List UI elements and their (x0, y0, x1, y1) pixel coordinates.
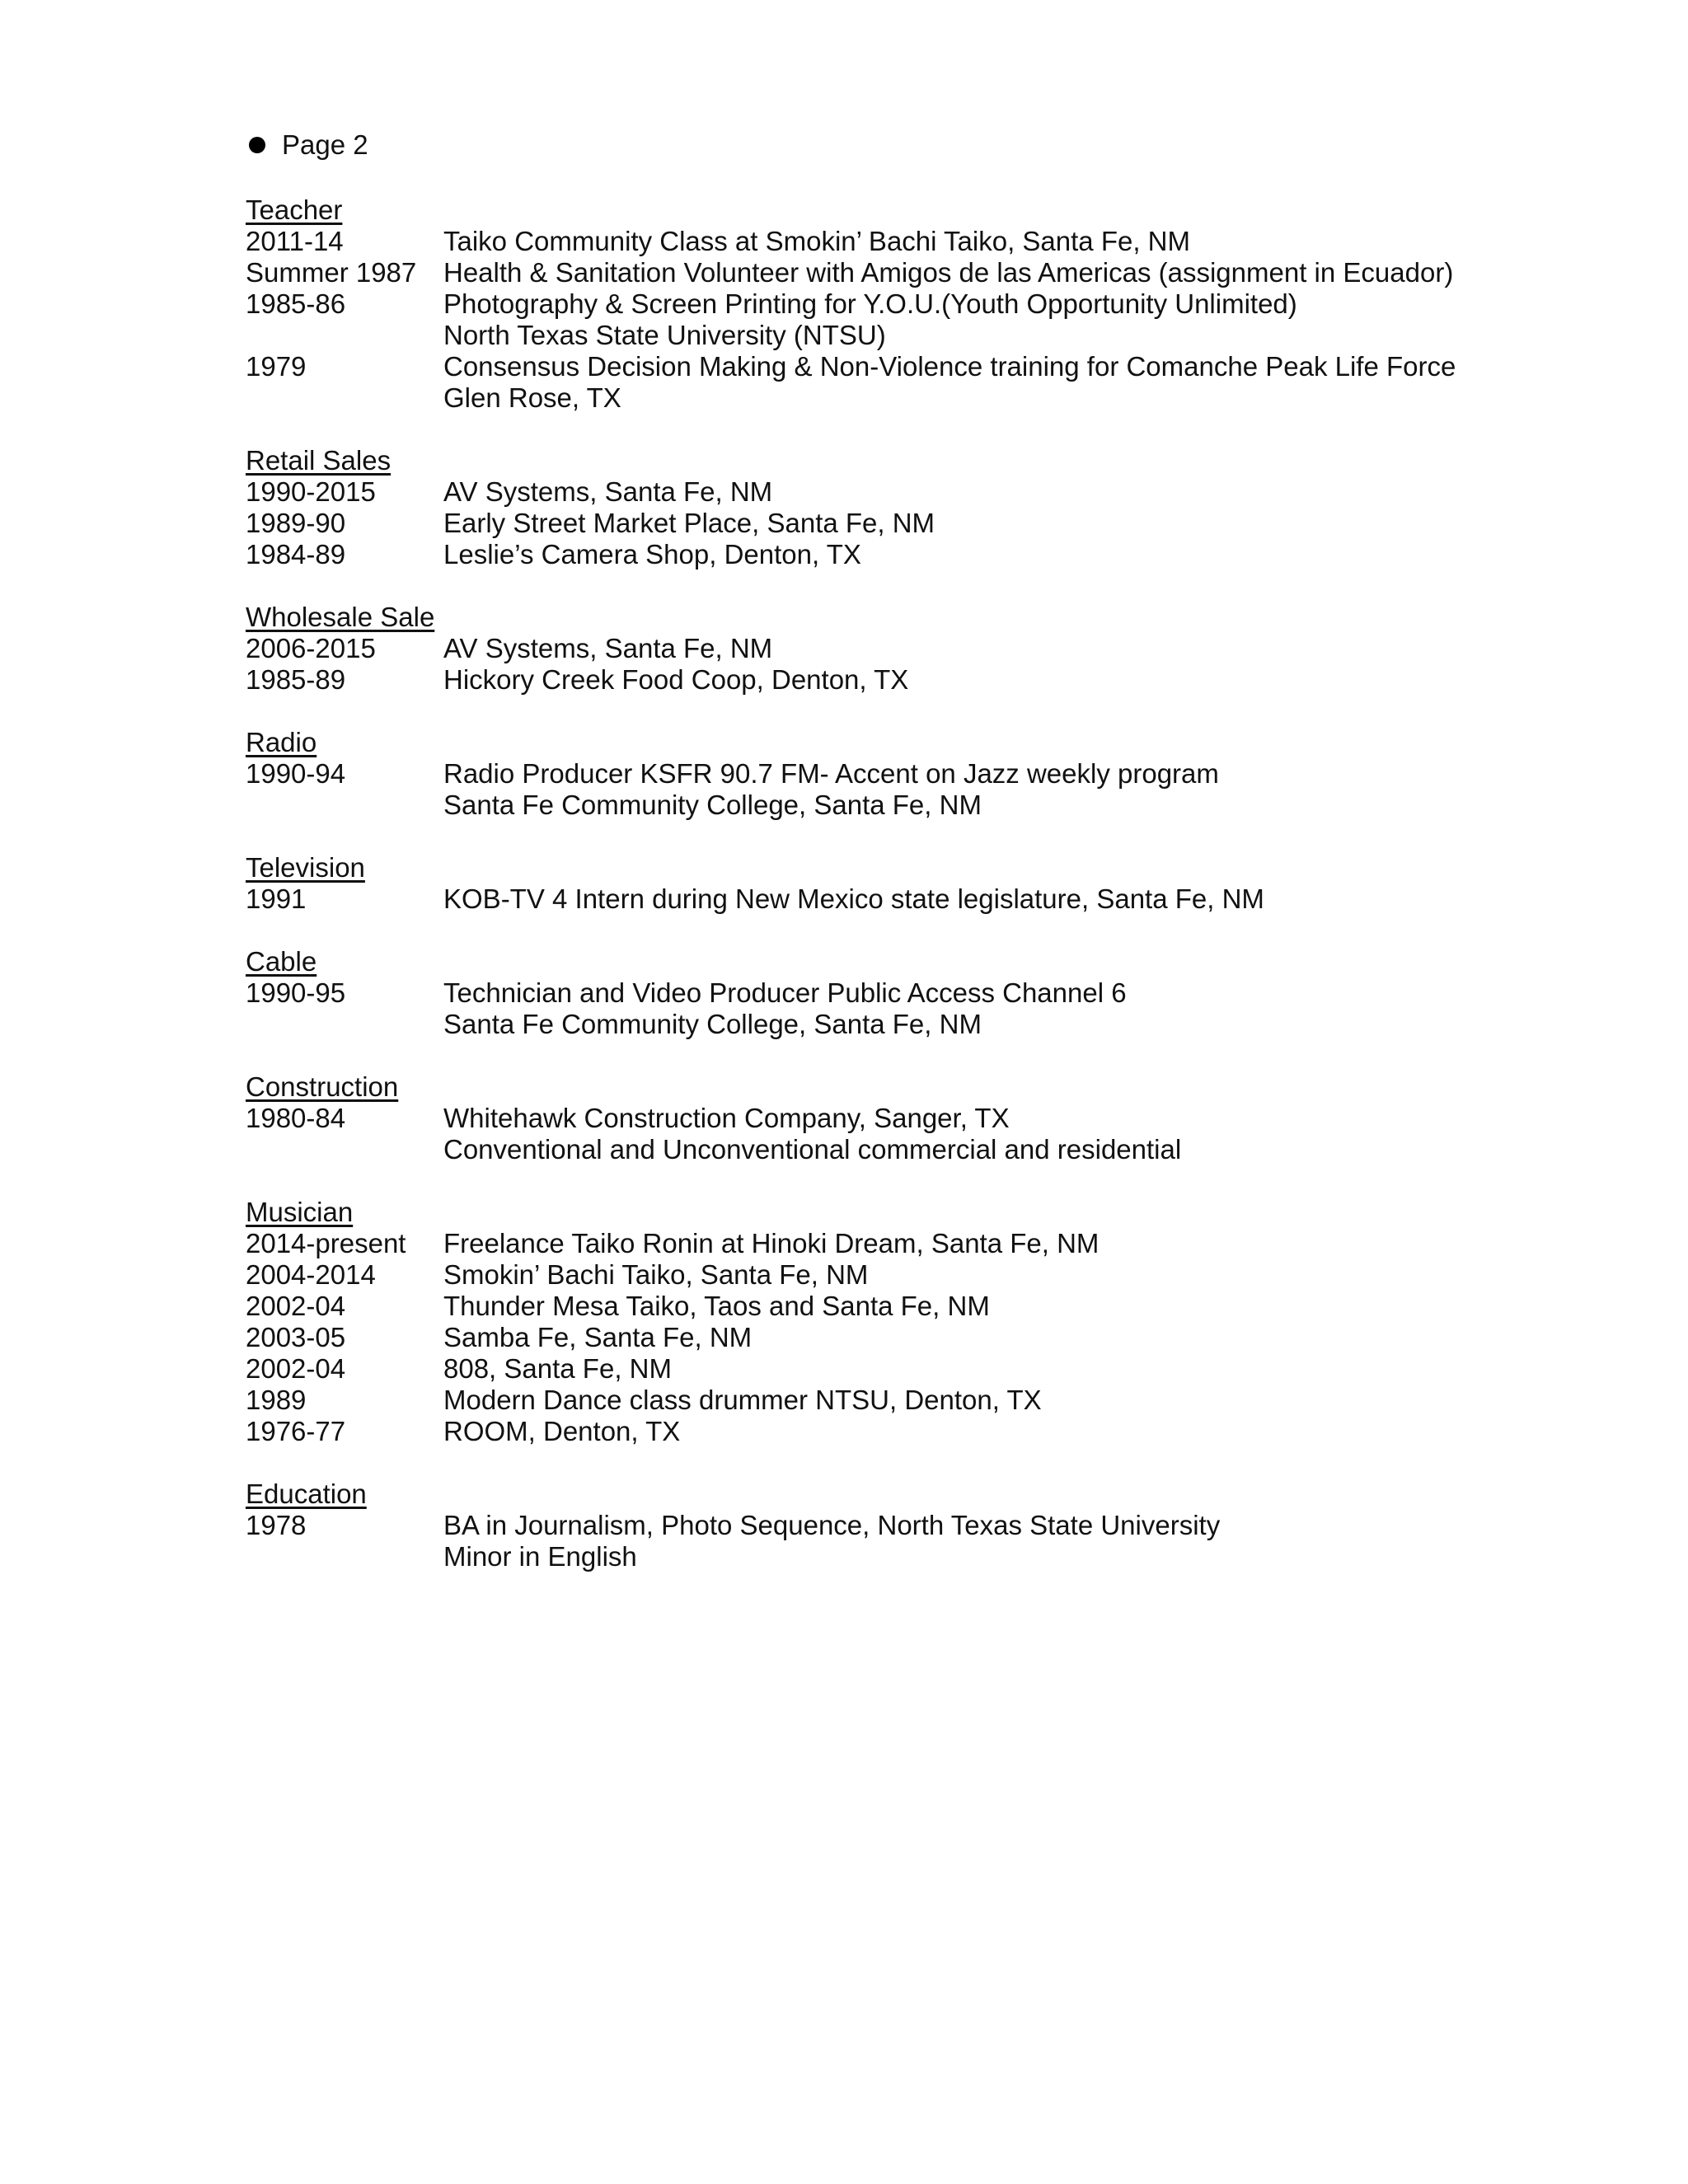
entry-description-line: BA in Journalism, Photo Sequence, North Texas State University (443, 1510, 1221, 1540)
entry-row (246, 883, 1564, 915)
section-title: Musician (246, 1197, 354, 1227)
entry-description (443, 257, 1453, 288)
page-header (246, 129, 368, 162)
entry-row (246, 977, 1564, 1040)
entry-description (443, 758, 1219, 821)
entry-description (443, 1510, 1220, 1572)
resume-section (246, 727, 1564, 821)
entry-description-line: ROOM, Denton, TX (443, 1416, 681, 1446)
entry-description-line: Samba Fe, Santa Fe, NM (443, 1322, 753, 1352)
section-title: Cable (246, 946, 317, 977)
section-title: Wholesale Sale (246, 602, 435, 632)
entry-description (443, 226, 1190, 257)
entry-description (443, 664, 908, 696)
entry-description-line: Hickory Creek Food Coop, Denton, TX (443, 664, 909, 695)
entry-description (443, 1322, 752, 1353)
entry-description-line: Health & Sanitation Volunteer with Amigos de las Americas (assignment in Ecuador) (443, 257, 1454, 288)
entry-date: 1990-95 (246, 977, 346, 1008)
entry-row (246, 1385, 1564, 1416)
section-title: Construction (246, 1071, 399, 1102)
entry-row (246, 664, 1564, 696)
section-title: Television (246, 852, 365, 883)
resume-section (246, 1479, 1564, 1572)
entry-date: 2014-present (246, 1228, 406, 1258)
entry-row (246, 633, 1564, 664)
entry-date: 2003-05 (246, 1322, 346, 1352)
entry-row (246, 257, 1564, 288)
entry-date: Summer 1987 (246, 257, 417, 288)
entry-date: 2004-2014 (246, 1259, 376, 1290)
bullet-icon (249, 137, 265, 153)
entry-date: 1985-86 (246, 288, 346, 319)
entry-description (443, 508, 935, 539)
section-title: Retail Sales (246, 445, 392, 476)
resume-section (246, 946, 1564, 1040)
entry-row (246, 758, 1564, 821)
entry-description-line: Modern Dance class drummer NTSU, Denton, TX (443, 1385, 1042, 1415)
section-title: Teacher (246, 194, 343, 225)
resume-section (246, 602, 1564, 696)
entry-description-line: Freelance Taiko Ronin at Hinoki Dream, Santa Fe, NM (443, 1228, 1100, 1258)
entry-description (443, 1353, 672, 1385)
entry-date: 1989-90 (246, 508, 346, 538)
entry-description (443, 1259, 868, 1291)
entry-row (246, 1353, 1564, 1385)
entry-row (246, 1259, 1564, 1291)
entry-description-line: AV Systems, Santa Fe, NM (443, 633, 773, 663)
entry-row (246, 288, 1564, 351)
entry-date: 1989 (246, 1385, 307, 1415)
entry-date: 1978 (246, 1510, 307, 1540)
entry-date: 1990-94 (246, 758, 346, 789)
entry-date: 1990-2015 (246, 476, 376, 507)
entry-row (246, 1228, 1564, 1259)
entry-date: 2011-14 (246, 226, 344, 256)
entry-description (443, 1416, 680, 1447)
entry-description (443, 1291, 990, 1322)
resume-section (246, 194, 1564, 414)
entry-row (246, 1291, 1564, 1322)
entry-date: 1976-77 (246, 1416, 346, 1446)
entry-description-line: Santa Fe Community College, Santa Fe, NM (443, 790, 982, 820)
entry-date: 1991 (246, 883, 307, 914)
entry-row (246, 226, 1564, 257)
resume-section (246, 1071, 1564, 1165)
entry-description-line: AV Systems, Santa Fe, NM (443, 476, 773, 507)
entry-description-line: Leslie’s Camera Shop, Denton, TX (443, 539, 861, 569)
entry-description-line: Early Street Market Place, Santa Fe, NM (443, 508, 935, 538)
resume-section (246, 1197, 1564, 1447)
entry-description (443, 351, 1456, 414)
entry-description (443, 977, 1127, 1040)
page-number-label: Page 2 (282, 129, 368, 160)
entry-description-line: Glen Rose, TX (443, 382, 621, 413)
entry-date: 1980-84 (246, 1103, 346, 1133)
resume-content (246, 194, 1564, 1604)
entry-date: 2002-04 (246, 1291, 346, 1321)
entry-row (246, 1322, 1564, 1353)
entry-description (443, 1385, 1042, 1416)
entry-row (246, 1510, 1564, 1572)
entry-date: 2006-2015 (246, 633, 376, 663)
entry-description-line: Photography & Screen Printing for Y.O.U.(Youth Opportunity Unlimited) (443, 288, 1297, 319)
entry-description-line: 808, Santa Fe, NM (443, 1353, 672, 1384)
entry-description-line: KOB-TV 4 Intern during New Mexico state legislature, Santa Fe, NM (443, 883, 1264, 914)
entry-row (246, 351, 1564, 414)
entry-description-line: Santa Fe Community College, Santa Fe, NM (443, 1009, 982, 1039)
entry-row (246, 1103, 1564, 1165)
entry-description-line: Whitehawk Construction Company, Sanger, TX (443, 1103, 1010, 1133)
entry-description (443, 476, 772, 508)
entry-description (443, 883, 1264, 915)
resume-section (246, 852, 1564, 915)
entry-date: 1984-89 (246, 539, 346, 569)
section-title: Radio (246, 727, 317, 757)
entry-row (246, 476, 1564, 508)
resume-section (246, 445, 1564, 570)
entry-description (443, 633, 772, 664)
entry-description-line: North Texas State University (NTSU) (443, 320, 886, 350)
entry-description-line: Consensus Decision Making & Non-Violence training for Comanche Peak Life Force (443, 351, 1456, 382)
entry-description-line: Thunder Mesa Taiko, Taos and Santa Fe, NM (443, 1291, 990, 1321)
entry-description (443, 1228, 1099, 1259)
entry-description-line: Smokin’ Bachi Taiko, Santa Fe, NM (443, 1259, 869, 1290)
entry-date: 2002-04 (246, 1353, 346, 1384)
entry-description (443, 539, 861, 570)
entry-description (443, 1103, 1181, 1165)
entry-date: 1979 (246, 351, 307, 382)
entry-row (246, 539, 1564, 570)
entry-description-line: Minor in English (443, 1541, 637, 1572)
entry-description-line: Taiko Community Class at Smokin’ Bachi Taiko, Santa Fe, NM (443, 226, 1191, 256)
entry-description (443, 288, 1297, 351)
entry-row (246, 1416, 1564, 1447)
section-title: Education (246, 1479, 367, 1509)
entry-date: 1985-89 (246, 664, 346, 695)
entry-description-line: Technician and Video Producer Public Access Channel 6 (443, 977, 1127, 1008)
entry-row (246, 508, 1564, 539)
entry-description-line: Radio Producer KSFR 90.7 FM- Accent on Jazz weekly program (443, 758, 1219, 789)
entry-description-line: Conventional and Unconventional commercial and residential (443, 1134, 1182, 1165)
